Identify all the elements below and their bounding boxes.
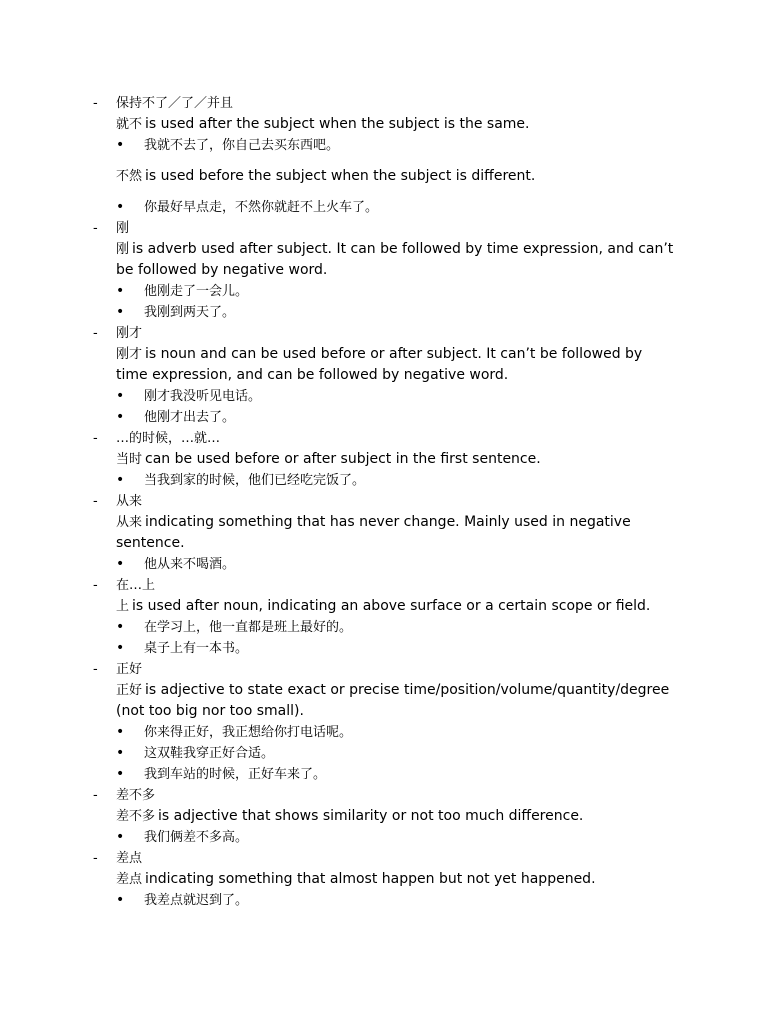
bullet-icon: • (116, 304, 125, 320)
list-item (116, 617, 678, 638)
example-sentence: 在学习上，他一直都是班上最好的。 (144, 620, 353, 635)
explanation (116, 512, 676, 554)
explanation-text: indicating something that almost happen but not yet happened. (145, 871, 596, 887)
explanation-text: indicating something that has never change. Mainly used in negative sentence. (116, 514, 631, 551)
example-list (93, 827, 678, 848)
list-item (116, 638, 678, 659)
explanation (116, 344, 676, 386)
grammar-section (93, 491, 678, 575)
grammar-term: 差点 (116, 851, 143, 866)
example-sentence: 刚才我没听见电话。 (144, 389, 262, 404)
dash-marker: - (93, 662, 98, 677)
spacer (93, 156, 678, 166)
example-sentence: 桌子上有一本书。 (144, 641, 249, 656)
section-heading (93, 575, 678, 596)
keyword: 正好 (116, 683, 143, 698)
list-item (116, 554, 678, 575)
explanation (116, 596, 676, 617)
bullet-icon: • (116, 137, 125, 153)
explanation-text: is adjective that shows similarity or not too much difference. (158, 808, 584, 824)
example-sentence: 我刚到两天了。 (144, 305, 236, 320)
example-list (93, 386, 678, 428)
list-item (116, 135, 678, 156)
bullet-icon: • (116, 388, 125, 404)
bullet-icon: • (116, 619, 125, 635)
example-list (93, 135, 678, 156)
list-item (116, 302, 678, 323)
example-sentence: 我们俩差不多高。 (144, 830, 249, 845)
grammar-term: 从来 (116, 494, 143, 509)
list-item (116, 743, 678, 764)
bullet-icon: • (116, 409, 125, 425)
bullet-icon: • (116, 556, 125, 572)
keyword: 上 (116, 599, 130, 614)
list-item (116, 827, 678, 848)
explanation-text: is used after the subject when the subject is the same. (145, 116, 530, 132)
section-heading (93, 93, 678, 114)
bullet-icon: • (116, 640, 125, 656)
section-heading (93, 428, 678, 449)
bullet-icon: • (116, 283, 125, 299)
example-sentence: 他从来不喝酒。 (144, 557, 236, 572)
section-heading (93, 323, 678, 344)
grammar-term: 刚才 (116, 326, 143, 341)
bullet-icon: • (116, 745, 125, 761)
keyword: 刚 (116, 242, 130, 257)
example-list (93, 281, 678, 323)
example-sentence: 我就不去了，你自己去买东西吧。 (144, 138, 340, 153)
explanation-text: is noun and can be used before or after subject. It can’t be followed by time expression, and can be followed by negative word. (116, 346, 643, 383)
dash-marker: - (93, 578, 98, 593)
grammar-term: 在…上 (116, 578, 156, 593)
example-sentence: 我到车站的时候，正好车来了。 (144, 767, 327, 782)
section-heading (93, 785, 678, 806)
list-item (116, 470, 678, 491)
grammar-term: 刚 (116, 221, 130, 236)
grammar-term: 差不多 (116, 788, 156, 803)
grammar-section (93, 323, 678, 428)
grammar-section (93, 848, 678, 911)
explanation (116, 449, 676, 470)
bullet-icon: • (116, 472, 125, 488)
bullet-icon: • (116, 829, 125, 845)
list-item (116, 281, 678, 302)
grammar-section (93, 785, 678, 848)
explanation (116, 869, 676, 890)
keyword: 刚才 (116, 347, 143, 362)
explanation (116, 806, 676, 827)
dash-marker: - (93, 221, 98, 236)
explanation-text: can be used before or after subject in the first sentence. (145, 451, 541, 467)
grammar-section (93, 93, 678, 218)
keyword: 差不多 (116, 809, 156, 824)
section-heading (93, 848, 678, 869)
explanation-text: is used after noun, indicating an above surface or a certain scope or field. (132, 598, 651, 614)
keyword: 就不 (116, 117, 143, 132)
explanation (116, 166, 676, 187)
dash-marker: - (93, 788, 98, 803)
example-list (93, 722, 678, 785)
keyword: 当时 (116, 452, 143, 467)
keyword: 差点 (116, 872, 143, 887)
explanation (116, 239, 676, 281)
grammar-section (93, 218, 678, 323)
example-sentence: 他刚才出去了。 (144, 410, 236, 425)
example-list (93, 617, 678, 659)
explanation (116, 114, 676, 135)
list-item (116, 407, 678, 428)
section-heading (93, 491, 678, 512)
example-list (93, 470, 678, 491)
example-sentence: 你来得正好，我正想给你打电话呢。 (144, 725, 353, 740)
keyword: 从来 (116, 515, 143, 530)
keyword: 不然 (116, 169, 143, 184)
explanation-text: is used before the subject when the subject is different. (145, 168, 536, 184)
example-list (93, 197, 678, 218)
bullet-icon: • (116, 892, 125, 908)
grammar-section (93, 659, 678, 785)
example-sentence: 当我到家的时候，他们已经吃完饭了。 (144, 473, 366, 488)
explanation-text: is adjective to state exact or precise time/position/volume/quantity/degree (not too big nor too small). (116, 682, 670, 719)
bullet-icon: • (116, 724, 125, 740)
dash-marker: - (93, 326, 98, 341)
list-item (116, 722, 678, 743)
example-sentence: 这双鞋我穿正好合适。 (144, 746, 275, 761)
example-sentence: 他刚走了一会儿。 (144, 284, 249, 299)
bullet-icon: • (116, 766, 125, 782)
list-item (116, 764, 678, 785)
grammar-section (93, 428, 678, 491)
example-list (93, 890, 678, 911)
explanation-text: is adverb used after subject. It can be followed by time expression, and can’t be followed by negative word. (116, 241, 674, 278)
dash-marker: - (93, 851, 98, 866)
list-item (116, 890, 678, 911)
dash-marker: - (93, 494, 98, 509)
bullet-icon: • (116, 199, 125, 215)
dash-marker: - (93, 431, 98, 446)
dash-marker: - (93, 96, 98, 111)
explanation (116, 680, 676, 722)
list-item (116, 197, 678, 218)
example-sentence: 你最好早点走，不然你就赶不上火车了。 (144, 200, 379, 215)
grammar-term: 正好 (116, 662, 143, 677)
section-heading (93, 218, 678, 239)
grammar-section (93, 575, 678, 659)
example-list (93, 554, 678, 575)
section-heading (93, 659, 678, 680)
example-sentence: 我差点就迟到了。 (144, 893, 249, 908)
grammar-term: 保持不了／了／并且 (116, 96, 234, 111)
list-item (116, 386, 678, 407)
grammar-term: …的时候，…就… (116, 431, 221, 446)
